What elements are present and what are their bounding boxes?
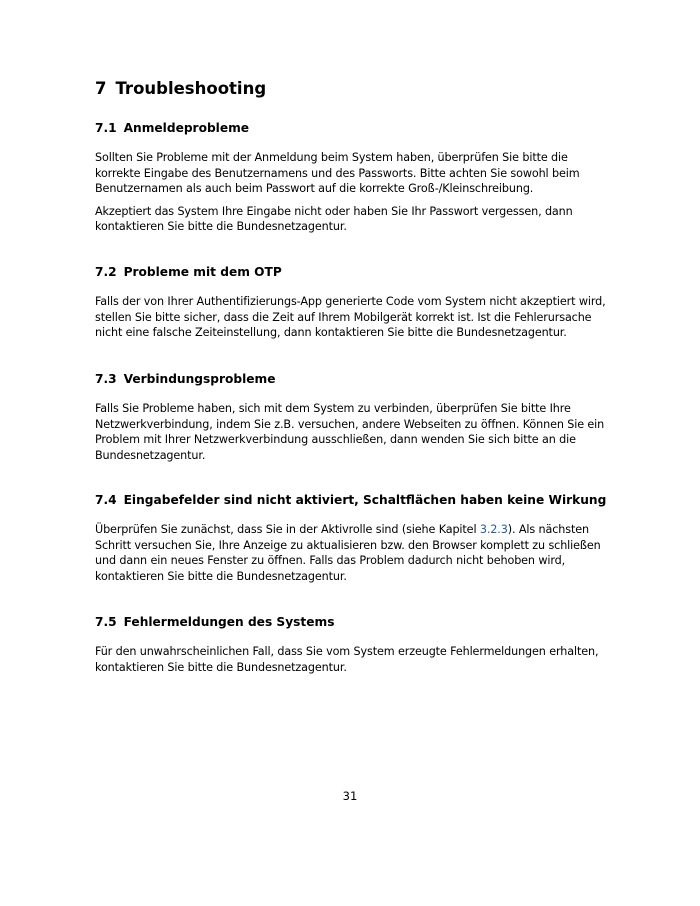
chapter-number: 7 bbox=[95, 79, 107, 98]
chapter-heading bbox=[95, 78, 266, 100]
section-heading bbox=[95, 263, 615, 281]
paragraph: Sollten Sie Probleme mit der Anmeldung beim System haben, überprüfen Sie bitte die korrekte Eingabe des Benutzernamens und des Passworts. Bitte achten Sie sowohl beim Benutzernamen als auch beim Passwort auf die korrekte Groß-/Kleinschreibung. bbox=[95, 151, 580, 196]
chapter-reference-link[interactable]: 3.2.3 bbox=[479, 523, 508, 536]
section-title: Anmeldeprobleme bbox=[123, 121, 250, 135]
section-heading bbox=[95, 370, 615, 388]
section-number: 7.1 bbox=[95, 121, 117, 135]
paragraph: Falls Sie Probleme haben, sich mit dem System zu verbinden, überprüfen Sie bitte Ihre Netzwerkverbindung, indem Sie z.B. versuchen, andere Webseiten zu öffnen. Können Sie ein Problem mit Ihrer Netzwerkverbindung ausschließen, dann wenden Sie sich bitte an die Bundesnetzagentur. bbox=[95, 402, 605, 462]
section-number: 7.4 bbox=[95, 493, 117, 507]
section-number: 7.3 bbox=[95, 372, 117, 386]
section-7-1 bbox=[95, 119, 615, 235]
page-number: 31 bbox=[342, 789, 358, 803]
paragraph-text: Überprüfen Sie zunächst, dass Sie in der Aktivrolle sind (siehe Kapitel bbox=[95, 523, 480, 536]
section-heading bbox=[95, 491, 615, 509]
section-title: Fehlermeldungen des Systems bbox=[123, 615, 335, 629]
section-number: 7.5 bbox=[95, 615, 117, 629]
paragraph bbox=[95, 522, 615, 584]
paragraph-text: ). Als nächsten Schritt versuchen Sie, Ihre Anzeige zu aktualisieren bzw. den Browser komplett zu schließen und dann ein neues Fenster zu öffnen. Falls das Problem dadurch nicht behoben wird, kontaktieren Sie bitte die Bundesnetzagentur. bbox=[95, 523, 601, 583]
chapter-title: Troubleshooting bbox=[115, 79, 267, 98]
paragraph: Für den unwahrscheinlichen Fall, dass Sie vom System erzeugte Fehlermeldungen erhalten, kontaktieren Sie bitte die Bundesnetzagentur. bbox=[95, 645, 599, 674]
section-title: Eingabefelder sind nicht aktiviert, Schaltflächen haben keine Wirkung bbox=[123, 493, 607, 507]
section-heading bbox=[95, 613, 615, 631]
section-7-5 bbox=[95, 613, 615, 675]
section-title: Verbindungsprobleme bbox=[123, 372, 276, 386]
paragraph: Falls der von Ihrer Authentifizierungs-App generierte Code vom System nicht akzeptiert wird, stellen Sie bitte sicher, dass die Zeit auf Ihrem Mobilgerät korrekt ist. Ist die Fehlerursache nicht eine falsche Zeiteinstellung, dann kontaktieren Sie bitte die Bundesnetzagentur. bbox=[95, 295, 606, 340]
section-7-3 bbox=[95, 370, 615, 463]
paragraph: Akzeptiert das System Ihre Eingabe nicht oder haben Sie Ihr Passwort vergessen, dann kontaktieren Sie bitte die Bundesnetzagentur. bbox=[95, 204, 573, 234]
section-7-2 bbox=[95, 263, 615, 341]
section-number: 7.2 bbox=[95, 265, 117, 279]
section-title: Probleme mit dem OTP bbox=[123, 265, 282, 279]
section-7-4 bbox=[95, 491, 615, 584]
section-heading bbox=[95, 119, 615, 137]
